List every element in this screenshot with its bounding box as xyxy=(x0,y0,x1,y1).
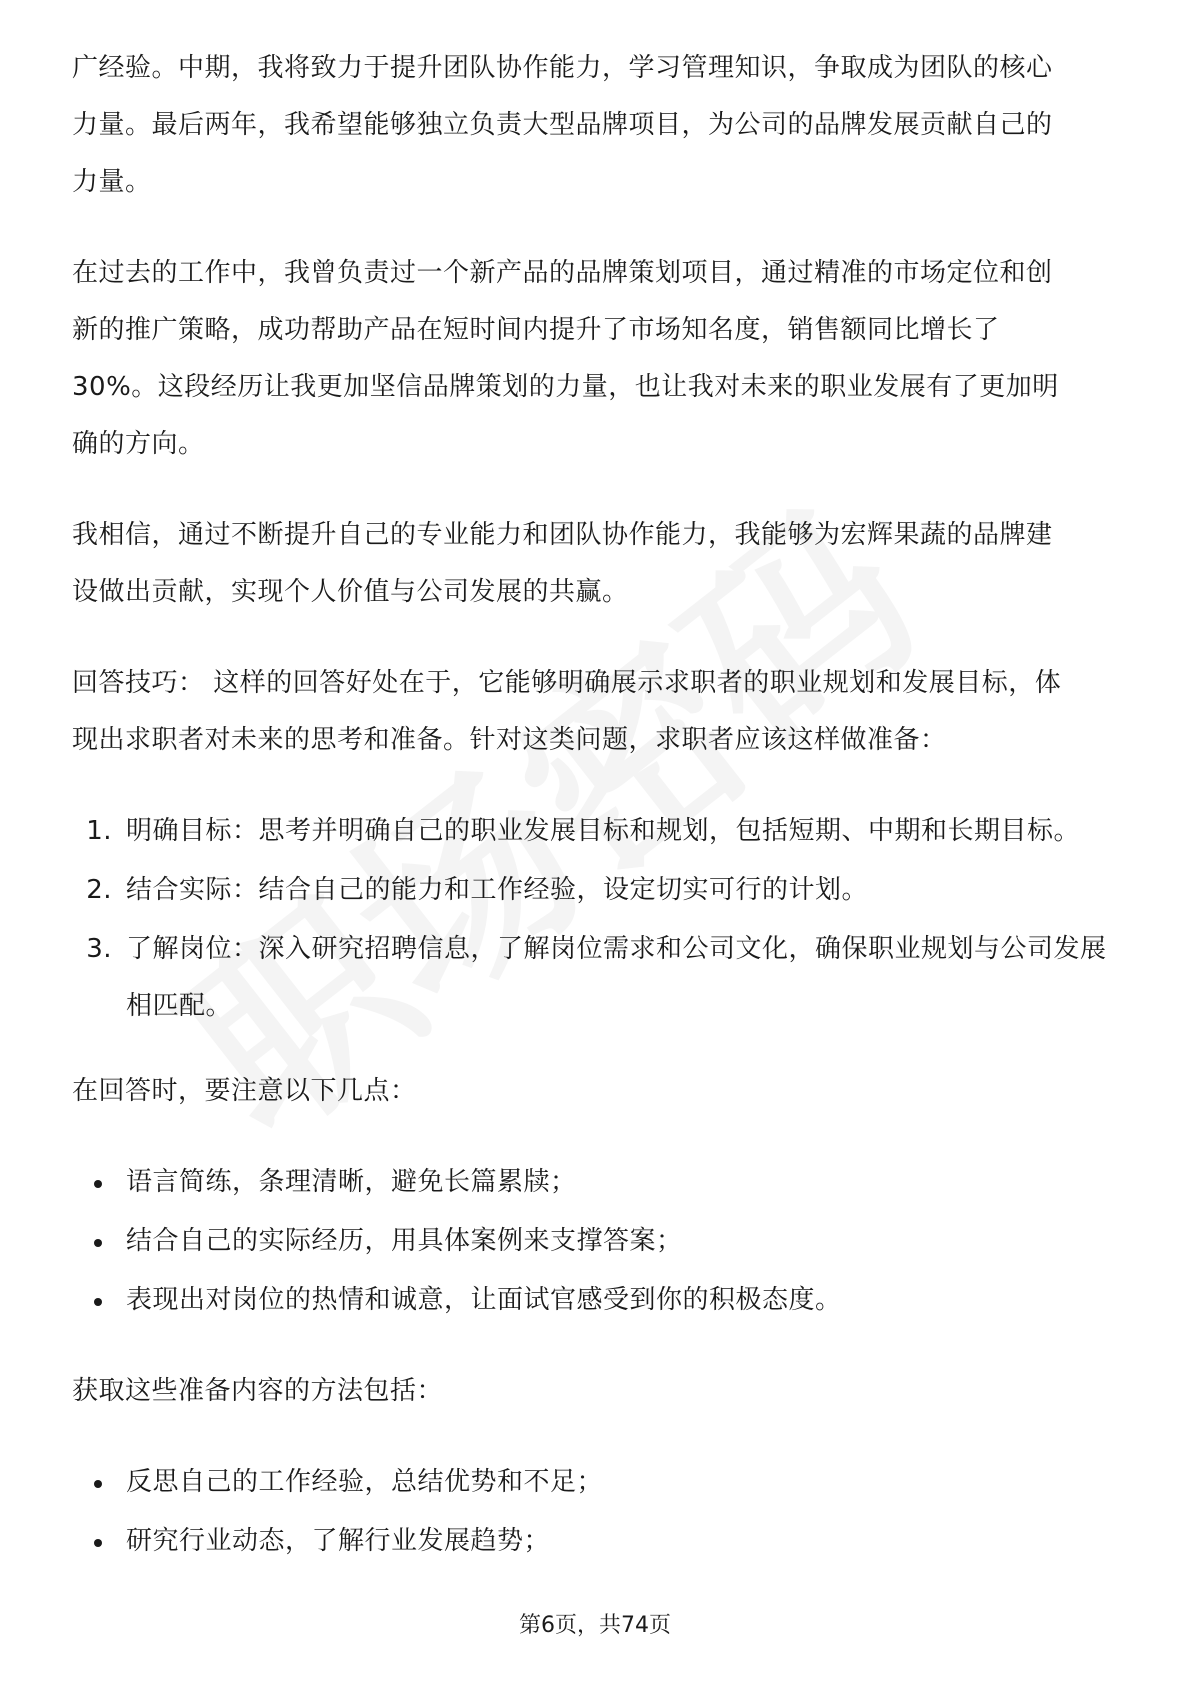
notes-heading: 在回答时，要注意以下几点： xyxy=(72,1076,417,1106)
list-item-text: 结合自己的实际经历，用具体案例来支撑答案； xyxy=(126,1226,683,1256)
paragraph-plan-summary: 广经验。中期，我将致力于提升团队协作能力，学习管理知识，争取成为团队的核心力量。最后两年，我希望能够独立负责大型品牌项目，为公司的品牌发展贡献自己的力量。 xyxy=(72,53,1053,197)
list-item xyxy=(86,862,1122,919)
list-item xyxy=(86,921,1122,1035)
bullet-icon xyxy=(94,1180,102,1188)
list-item xyxy=(126,1272,1122,1329)
list-item xyxy=(126,1454,1122,1511)
list-item-text: 研究行业动态，了解行业发展趋势； xyxy=(126,1526,551,1556)
preparation-steps-list xyxy=(72,803,1122,1035)
bullet-icon xyxy=(94,1539,102,1547)
list-number: 3. xyxy=(86,934,112,964)
list-item xyxy=(126,1513,1122,1570)
methods-heading: 获取这些准备内容的方法包括： xyxy=(72,1376,444,1406)
paragraph-past-experience: 在过去的工作中，我曾负责过一个新产品的品牌策划项目，通过精准的市场定位和创新的推广策略，成功帮助产品在短时间内提升了市场知名度，销售额同比增长了30%。这段经历让我更加坚信品牌策划的力量，也让我对未来的职业发展有了更加明确的方向。 xyxy=(72,258,1059,459)
list-item-text: 反思自己的工作经验，总结优势和不足； xyxy=(126,1467,604,1497)
bullet-icon xyxy=(94,1239,102,1247)
methods-list xyxy=(72,1454,1122,1570)
notes-list xyxy=(72,1154,1122,1329)
list-item-text: 语言简练，条理清晰，避免长篇累牍； xyxy=(126,1167,577,1197)
bullet-icon xyxy=(94,1480,102,1488)
bullet-icon xyxy=(94,1298,102,1306)
list-item xyxy=(126,1213,1122,1270)
page-content xyxy=(72,40,1122,1604)
list-number: 2. xyxy=(86,875,112,905)
page-number-footer: 第6页，共74页 xyxy=(519,1613,671,1638)
list-item-text: 了解岗位：深入研究招聘信息，了解岗位需求和公司文化，确保职业规划与公司发展相匹配。 xyxy=(126,934,1107,1021)
list-item-text: 结合实际：结合自己的能力和工作经验，设定切实可行的计划。 xyxy=(126,875,869,905)
list-item xyxy=(126,1154,1122,1211)
paragraph-belief: 我相信，通过不断提升自己的专业能力和团队协作能力，我能够为宏辉果蔬的品牌建设做出贡献，实现个人价值与公司发展的共赢。 xyxy=(72,520,1053,607)
list-item-text: 表现出对岗位的热情和诚意，让面试官感受到你的积极态度。 xyxy=(126,1285,842,1315)
list-item xyxy=(86,803,1122,860)
list-number: 1. xyxy=(86,816,112,846)
list-item-text: 明确目标：思考并明确自己的职业发展目标和规划，包括短期、中期和长期目标。 xyxy=(126,816,1081,846)
paragraph-answer-tips: 回答技巧： 这样的回答好处在于，它能够明确展示求职者的职业规划和发展目标，体现出求职者对未来的思考和准备。针对这类问题，求职者应该这样做准备： xyxy=(72,668,1062,755)
